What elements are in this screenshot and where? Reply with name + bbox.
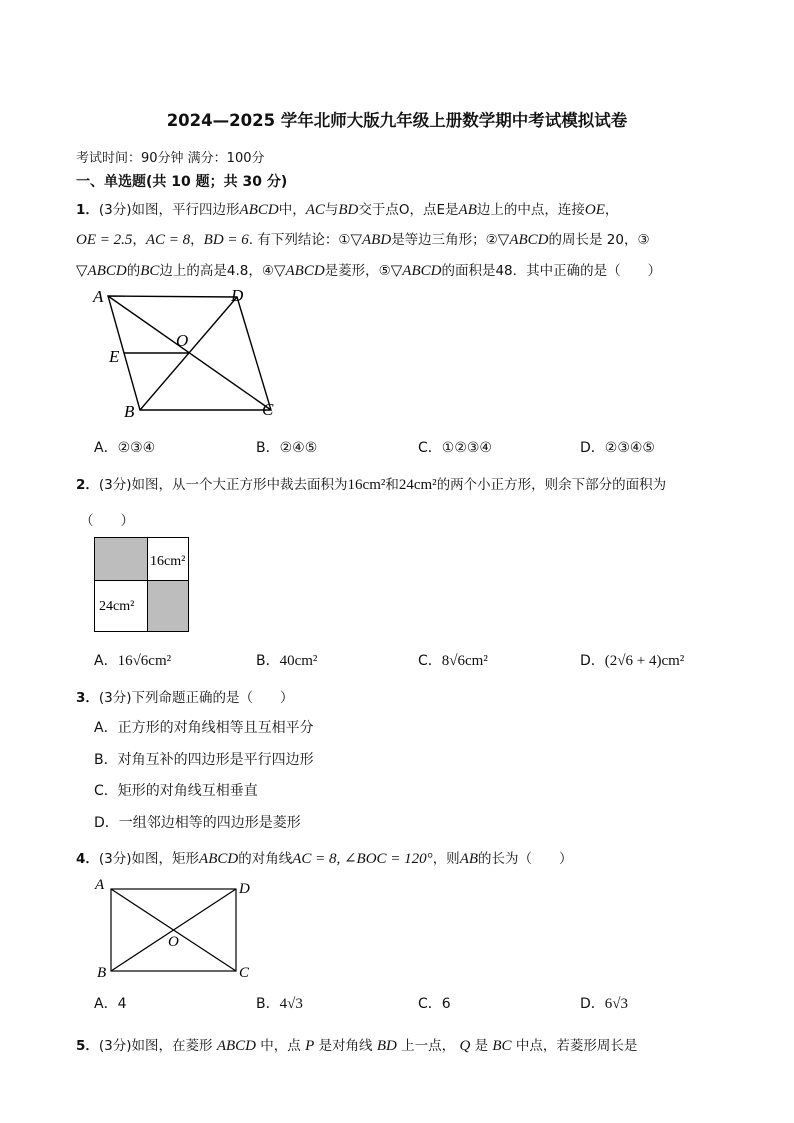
q5-number: 5． [76, 1038, 99, 1054]
label-e: E [109, 347, 120, 366]
q2-paren: （ ） [80, 513, 134, 529]
q1-text: 边上的中点，连接 [476, 202, 585, 218]
q5-text: 上一点， [401, 1038, 456, 1054]
q4-math: ABCD [199, 851, 239, 867]
label-a: A [93, 287, 104, 306]
q4-option-b-math: 4√3 [279, 996, 303, 1012]
q5-math: BC [492, 1038, 512, 1054]
q2-option-d-label: D． [580, 653, 605, 669]
q5-text: 中点，若菱形周长是 [515, 1038, 638, 1054]
q4-text: ，则 [432, 851, 460, 867]
q1-text: 边上的高是4.8，④ [159, 263, 274, 279]
q4-option-a[interactable]: A．4 [94, 996, 127, 1012]
q4-option-d-math: 6√3 [604, 996, 629, 1012]
q1-math: ▽ABCD [76, 263, 127, 279]
shaded-region-bottom [148, 581, 189, 632]
q1-option-b[interactable]: B．②④⑤ [256, 440, 318, 456]
q1-math: AB [458, 202, 477, 218]
q4-option-b-label: B． [256, 996, 280, 1012]
q2-option-a-math: 16√6cm² [117, 653, 172, 669]
q1-text: 如图，平行四边形 [131, 202, 240, 218]
q2-line1 [76, 473, 666, 494]
q1-text: ， [604, 202, 619, 218]
q1-line2 [76, 228, 650, 249]
q2-math: 16cm² [347, 477, 386, 493]
q2-option-b[interactable] [256, 650, 317, 670]
q1-math: OE [584, 202, 605, 218]
q4-number: 4． [76, 851, 99, 867]
label-d: D [239, 881, 250, 897]
q1-math: OE = 2.5 [76, 232, 133, 248]
q1-text: 是等边三角形；② [391, 232, 498, 248]
q1-option-a[interactable]: A．②③④ [94, 440, 156, 456]
q4-option-b[interactable] [256, 993, 303, 1013]
q3-option-b[interactable]: B．对角互补的四边形是平行四边形 [94, 752, 314, 768]
q5-math: P [305, 1038, 315, 1054]
q4-math: AC = 8, ∠BOC = 120° [292, 851, 433, 867]
q1-math: AC = 8 [145, 232, 191, 248]
label-c: C [239, 965, 250, 981]
q1-text: . 有下列结论：① [248, 232, 351, 248]
q3-option-c[interactable]: C．矩形的对角线互相垂直 [94, 783, 258, 799]
q1-text: 交于点O，点E是 [358, 202, 459, 218]
q2-square-figure [93, 536, 193, 634]
q1-math: BD [338, 202, 359, 218]
q3-stem [76, 686, 294, 706]
q1-text: 的面积是48．其中正确的是（ ） [441, 263, 662, 279]
square-label-24: 24cm² [99, 599, 135, 614]
q1-math: ▽ABD [350, 232, 392, 248]
q4-text: 的长为（ ） [478, 851, 573, 867]
q1-text: 与 [324, 202, 339, 218]
q1-math: BC [140, 263, 160, 279]
q1-points: (3分) [98, 202, 132, 218]
page-title: 2024—2025 学年北师大版九年级上册数学期中考试模拟试卷 [166, 111, 628, 130]
q5-text: 中，点 [260, 1038, 301, 1054]
q4-option-d[interactable] [580, 993, 628, 1013]
q4-points: (3分) [98, 851, 132, 867]
q2-text: 如图，从一个大正方形中裁去面积为 [131, 477, 348, 493]
q2-option-c[interactable] [418, 650, 488, 670]
q1-math: ▽ABCD [497, 232, 549, 248]
q5-math: Q [459, 1038, 471, 1054]
label-b: B [124, 402, 135, 421]
q5-text: 是 [474, 1038, 489, 1054]
q2-option-b-math: 40cm² [279, 653, 318, 669]
q1-math: ABCD [239, 202, 279, 218]
label-a: A [95, 877, 105, 893]
label-o: O [168, 934, 179, 950]
q3-option-a[interactable]: A．正方形的对角线相等且互相平分 [94, 720, 314, 736]
q1-text: ， [190, 232, 204, 248]
q5-math: BD [376, 1038, 397, 1054]
q3-points: (3分) [98, 690, 132, 706]
q1-line1 [76, 198, 618, 219]
q5-math: ABCD [216, 1038, 256, 1054]
label-b: B [97, 965, 107, 981]
q2-points: (3分) [98, 477, 132, 493]
q3-text: 下列命题正确的是（ ） [131, 690, 294, 706]
q4-stem [76, 847, 573, 868]
q2-option-c-math: 8√6cm² [441, 653, 488, 669]
label-o: O [176, 331, 189, 350]
q3-option-d[interactable]: D．一组邻边相等的四边形是菱形 [94, 815, 301, 831]
q1-math: AC [305, 202, 325, 218]
q2-math: 24cm² [398, 477, 437, 493]
q4-option-c[interactable]: C．6 [418, 996, 451, 1012]
q5-stem [76, 1034, 637, 1055]
q2-option-d-math: (2√6 + 4)cm² [604, 653, 685, 669]
exam-meta: 考试时间：90分钟 满分：100分 [76, 151, 265, 166]
q2-option-c-label: C． [418, 653, 442, 669]
q1-math: ▽ABCD [390, 263, 442, 279]
q1-math: ▽ABCD [273, 263, 325, 279]
q4-text: 如图，矩形 [131, 851, 200, 867]
q1-option-c[interactable]: C．①②③④ [418, 440, 492, 456]
section-heading: 一、单选题(共 10 题；共 30 分) [76, 174, 288, 190]
label-c: C [262, 400, 274, 419]
q1-math: BD = 6 [203, 232, 249, 248]
q2-option-b-label: B． [256, 653, 280, 669]
q4-math: AB [459, 851, 479, 867]
q5-text: 是对角线 [318, 1038, 373, 1054]
q4-text: 的对角线 [238, 851, 293, 867]
q2-option-d[interactable] [580, 650, 684, 670]
q2-option-a[interactable] [94, 650, 171, 670]
q2-option-a-label: A． [94, 653, 118, 669]
shaded-region-top [95, 538, 148, 581]
q1-line3 [76, 259, 661, 280]
q5-points: (3分) [98, 1038, 132, 1054]
q2-text: 和 [385, 477, 399, 493]
q4-option-d-label: D． [580, 996, 605, 1012]
q1-parallelogram-figure [88, 284, 288, 424]
q4-rectangle-figure [90, 874, 260, 982]
q1-text: 是菱形，⑤ [324, 263, 391, 279]
q5-text: 如图，在菱形 [131, 1038, 213, 1054]
q1-text: 中， [278, 202, 306, 218]
q1-number: 1． [76, 202, 99, 218]
q1-option-d[interactable]: D．②③④⑤ [580, 440, 655, 456]
q3-number: 3． [76, 690, 99, 706]
q2-number: 2． [76, 477, 99, 493]
q1-text: 的周长是 20，③ [548, 232, 650, 248]
square-label-16: 16cm² [150, 554, 186, 569]
label-d: D [231, 286, 244, 305]
q1-text: 的 [126, 263, 141, 279]
q1-text: ， [132, 232, 146, 248]
q2-text: 的两个小正方形，则余下部分的面积为 [436, 477, 667, 493]
